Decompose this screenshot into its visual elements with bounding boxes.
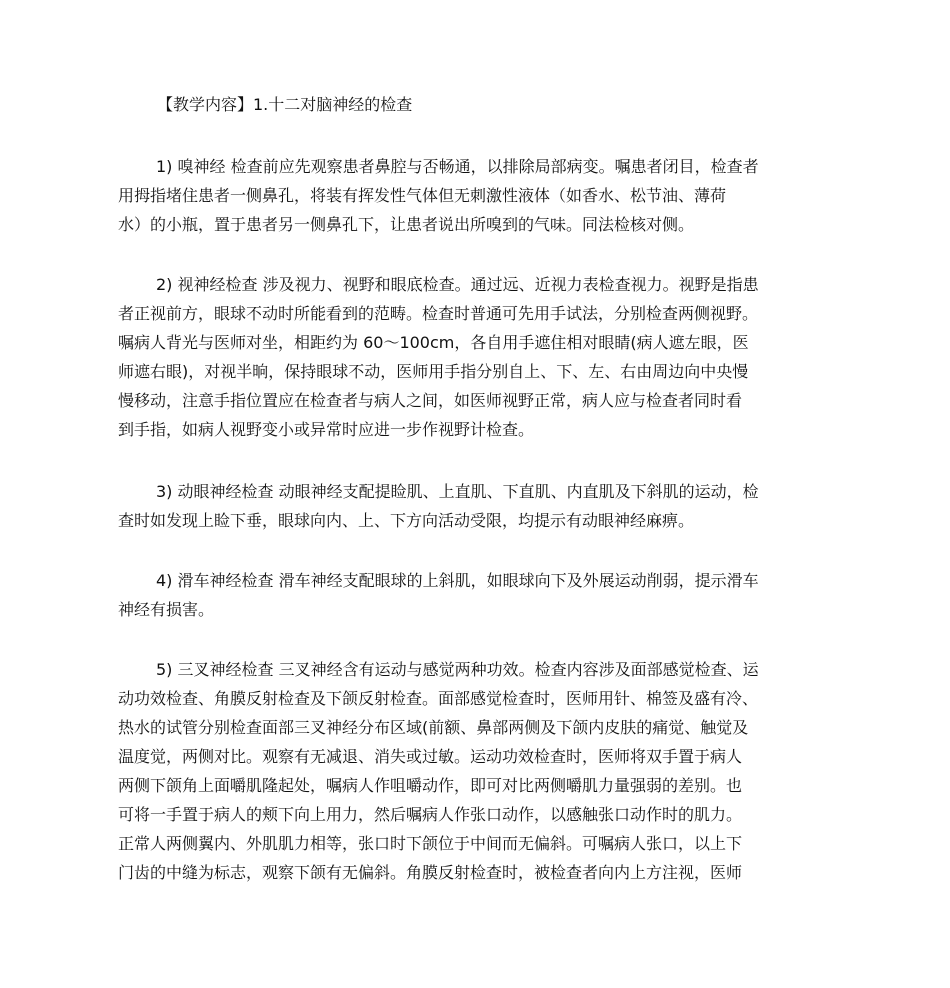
text-line: 用拇指堵住患者一侧鼻孔，将装有挥发性气体但无刺激性液体（如香水、松节油、薄荷 (118, 186, 727, 205)
text-line: 3) 动眼神经检查 动眼神经支配提睑肌、上直肌、下直肌、内直肌及下斜肌的运动，检 (156, 482, 759, 501)
text-line: 查时如发现上睑下垂，眼球向内、上、下方向活动受限，均提示有动眼神经麻痹。 (118, 511, 695, 530)
text-line: 热水的试管分别检查面部三叉神经分布区域(前额、鼻部两侧及下颌内皮肤的痛觉、触觉及 (118, 718, 749, 737)
text-line: 神经有损害。 (118, 600, 215, 619)
paragraph-oculomotor-nerve (118, 477, 838, 535)
text-line: 门齿的中缝为标志，观察下颌有无偏斜。角膜反射检查时，被检查者向内上方注视，医师 (118, 863, 743, 882)
text-line: 4) 滑车神经检查 滑车神经支配眼球的上斜肌，如眼球向下及外展运动削弱，提示滑车 (156, 571, 759, 590)
text-line: 2) 视神经检查 涉及视力、视野和眼底检查。通过远、近视力表检查视力。视野是指患 (156, 275, 759, 294)
paragraph-olfactory-nerve (118, 152, 838, 239)
text-line: 水）的小瓶，置于患者另一侧鼻孔下，让患者说出所嗅到的气味。同法检核对侧。 (118, 215, 695, 234)
text-line: 嘱病人背光与医师对坐，相距约为 60～100cm，各自用手遮住相对眼睛(病人遮左眼，医 (118, 333, 749, 352)
section-title: 【教学内容】1.十二对脑神经的检查 (157, 95, 413, 114)
text-line: 正常人两侧翼内、外肌肌力相等，张口时下颌位于中间而无偏斜。可嘱病人张口，以上下 (118, 834, 743, 853)
text-line: 者正视前方，眼球不动时所能看到的范畴。检查时普通可先用手试法，分别检查两侧视野。 (118, 304, 759, 323)
text-line: 两侧下颌角上面嚼肌隆起处，嘱病人作咀嚼动作，即可对比两侧嚼肌力量强弱的差别。也 (118, 776, 743, 795)
paragraph-optic-nerve (118, 270, 838, 444)
text-line: 慢移动，注意手指位置应在检查者与病人之间，如医师视野正常，病人应与检查者同时看 (118, 391, 743, 410)
paragraph-trochlear-nerve (118, 566, 838, 624)
text-line: 动功效检查、角膜反射检查及下颌反射检查。面部感觉检查时，医师用针、棉签及盛有冷、 (118, 689, 759, 708)
text-line: 师遮右眼)，对视半晌，保持眼球不动，医师用手指分别自上、下、左、右由周边向中央慢 (118, 362, 749, 381)
text-line: 可将一手置于病人的颊下向上用力，然后嘱病人作张口动作，以感触张口动作时的肌力。 (118, 805, 743, 824)
paragraph-trigeminal-nerve (118, 655, 838, 887)
text-line: 5) 三叉神经检查 三叉神经含有运动与感觉两种功效。检查内容涉及面部感觉检查、运 (156, 660, 759, 679)
text-line: 温度觉，两侧对比。观察有无减退、消失或过敏。运动功效检查时，医师将双手置于病人 (118, 747, 743, 766)
text-line: 到手指，如病人视野变小或异常时应进一步作视野计检查。 (118, 420, 535, 439)
text-line: 1) 嗅神经 检查前应先观察患者鼻腔与否畅通，以排除局部病变。嘱患者闭目，检查者 (156, 157, 759, 176)
